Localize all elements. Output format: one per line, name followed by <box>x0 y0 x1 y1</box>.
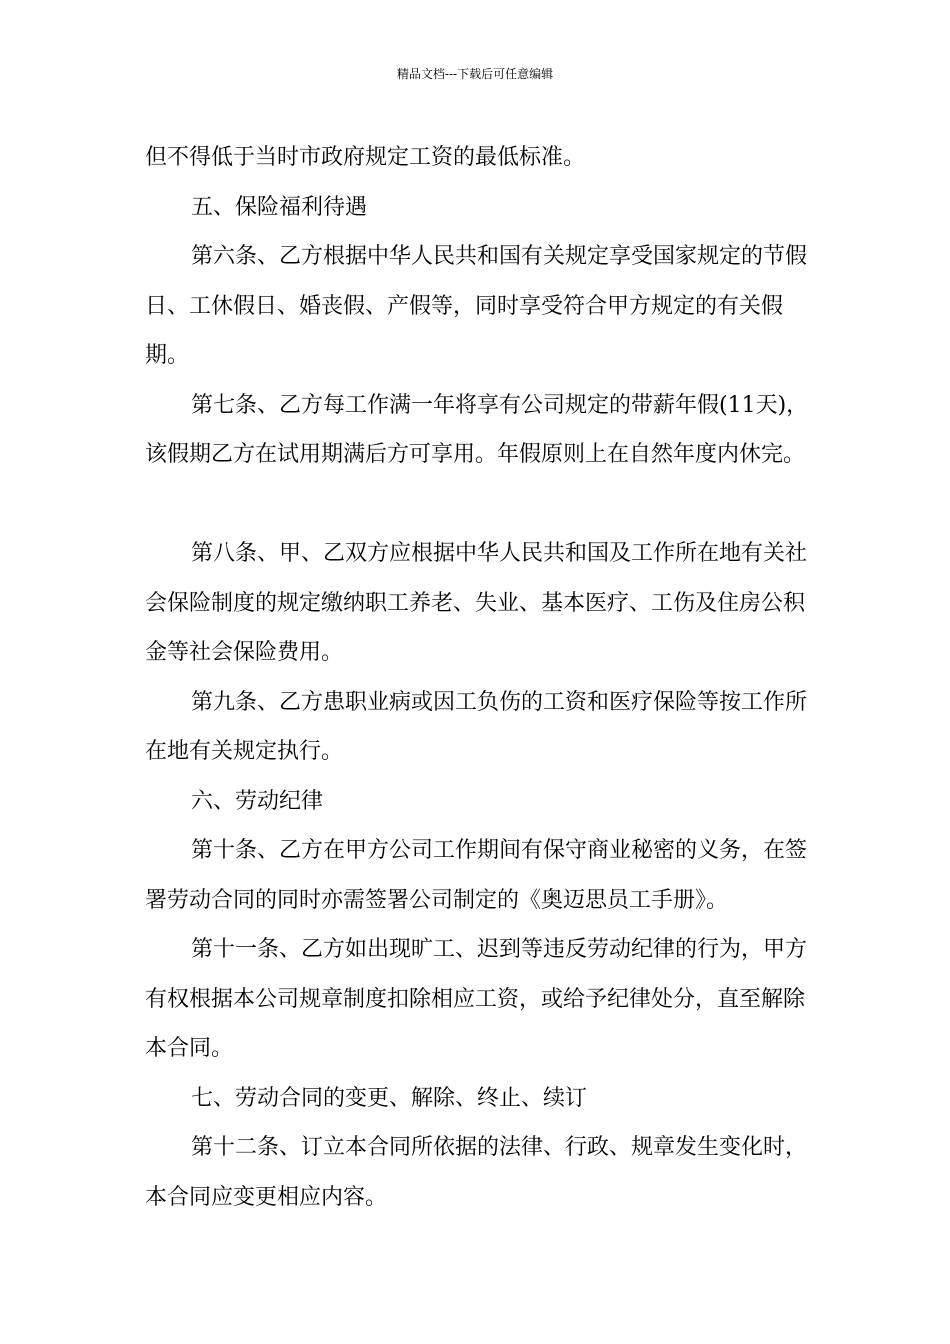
article-6: 第六条、乙方根据中华人民共和国有关规定享受国家规定的节假日、工休假日、婚丧假、产假等，同时享受符合甲方规定的有关假期。 <box>145 244 808 368</box>
section-heading-contract-changes: 七、劳动合同的变更、解除、终止、续订 <box>191 1085 588 1111</box>
article-8: 第八条、甲、乙双方应根据中华人民共和国及工作所在地有关社会保险制度的规定缴纳职工养老、失业、基本医疗、工伤及住房公积金等社会保险费用。 <box>145 541 808 665</box>
paragraph-continuation: 但不得低于当时市政府规定工资的最低标准。 <box>145 145 586 170</box>
article-11: 第十一条、乙方如出现旷工、迟到等违反劳动纪律的行为，甲方有权根据本公司规章制度扣除相应工资，或给予纪律处分，直至解除本合同。 <box>145 937 808 1061</box>
section-heading-insurance: 五、保险福利待遇 <box>191 194 368 220</box>
article-12: 第十二条、订立本合同所依据的法律、行政、规章发生变化时，本合同应变更相应内容。 <box>145 1135 808 1210</box>
section-heading-discipline: 六、劳动纪律 <box>191 788 324 814</box>
page-header: 精品文档---下载后可任意编辑 <box>396 67 554 81</box>
article-9: 第九条、乙方患职业病或因工负伤的工资和医疗保险等按工作所在地有关规定执行。 <box>145 689 808 764</box>
document-body <box>145 133 813 1222</box>
blank-line <box>145 480 813 530</box>
article-7: 第七条、乙方每工作满一年将享有公司规定的带薪年假(11天)，该假期乙方在试用期满后方可享用。年假原则上在自然年度内休完。 <box>145 392 809 467</box>
article-10: 第十条、乙方在甲方公司工作期间有保守商业秘密的义务，在签署劳动合同的同时亦需签署公司制定的《奥迈思员工手册》。 <box>145 838 808 913</box>
